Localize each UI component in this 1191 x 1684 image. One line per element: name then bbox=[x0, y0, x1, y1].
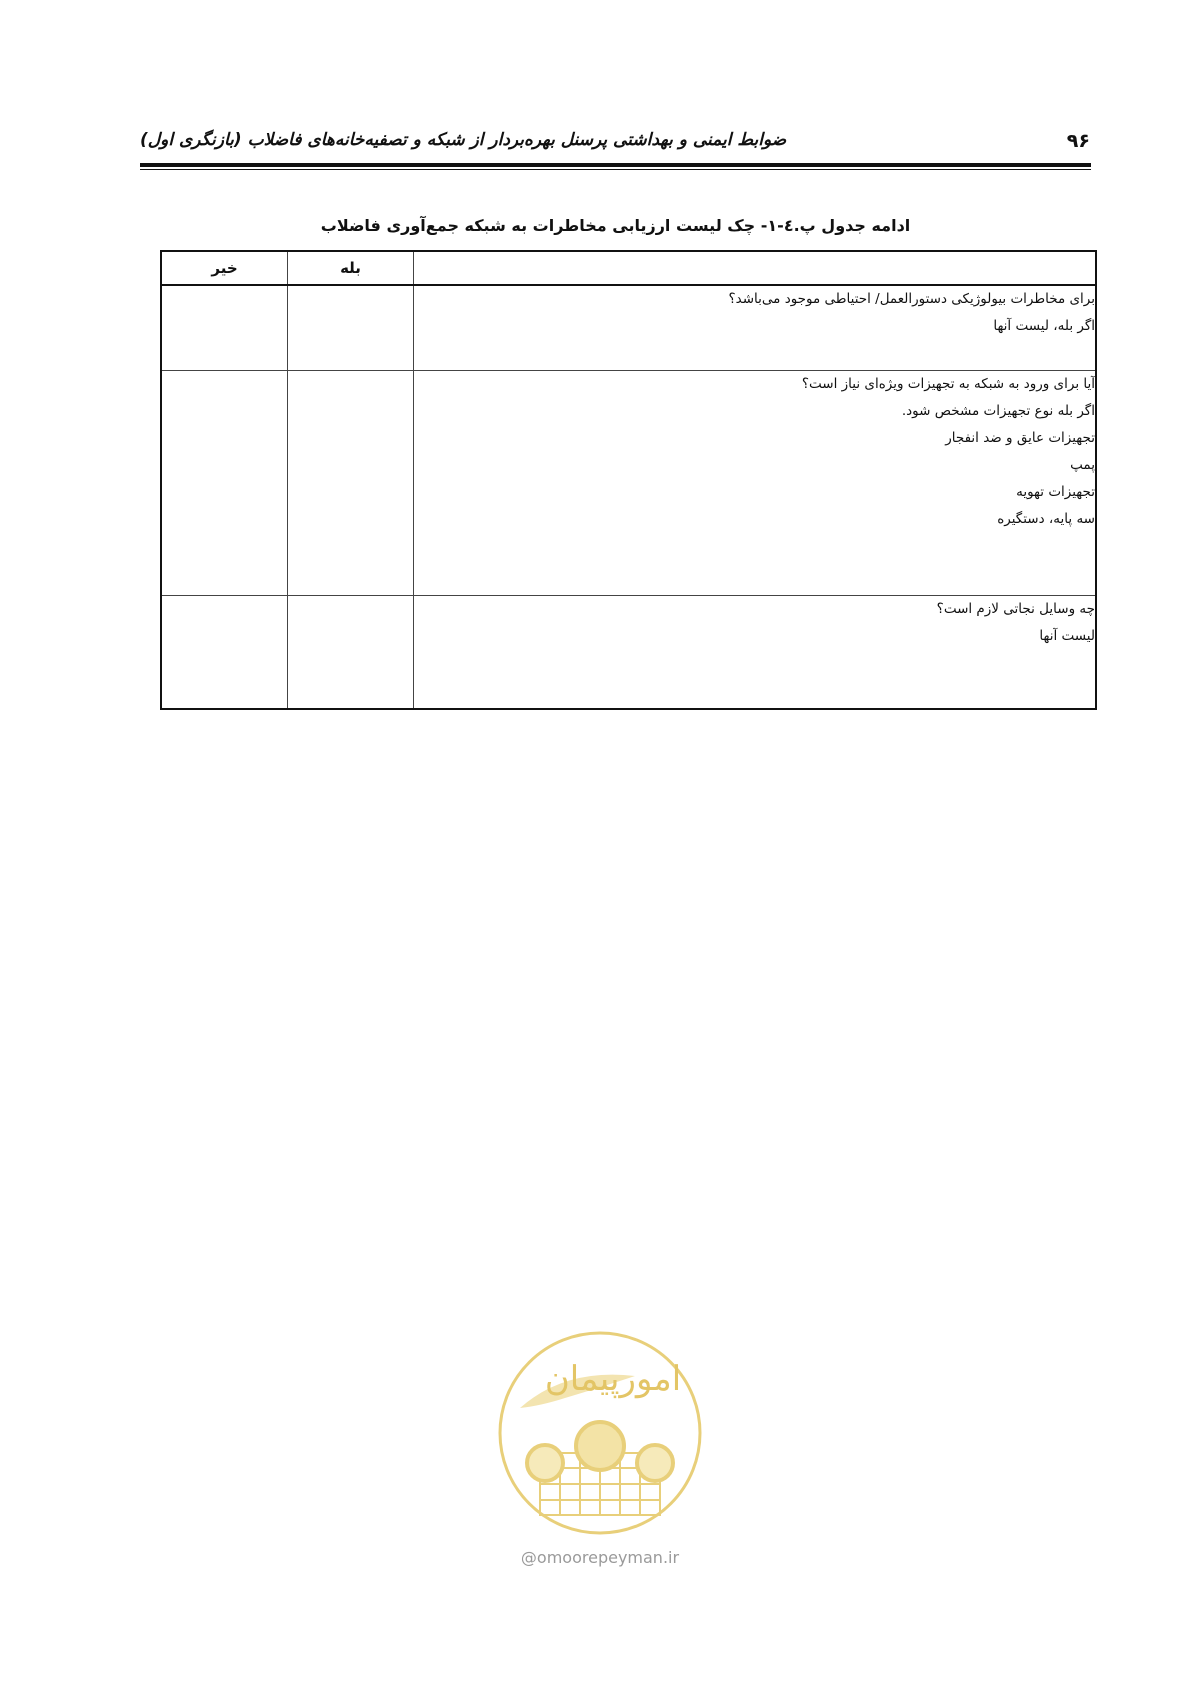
question-line: سه پایه، دستگیره bbox=[997, 511, 1095, 527]
excavator-icon bbox=[637, 1445, 673, 1481]
header-rule-thin bbox=[140, 169, 1091, 170]
logo-calligraphy: امورپیمان bbox=[544, 1359, 682, 1399]
yes-column-header: بله bbox=[288, 251, 414, 285]
page-number: ۹۶ bbox=[1066, 130, 1090, 152]
question-line: آیا برای ورود به شبکه به تجهیزات ویژه‌ای نیاز است؟ bbox=[801, 376, 1095, 392]
question-line: اگر بله، لیست آنها bbox=[993, 318, 1095, 334]
scales-icon bbox=[527, 1445, 563, 1481]
running-title: ضوابط ایمنی و بهداشتی پرسنل بهره‌بردار از شبکه و تصفیه‌خانه‌های فاضلاب (بازنگری اول) bbox=[140, 130, 787, 150]
question-cell bbox=[414, 285, 1097, 371]
yes-answer-cell[interactable] bbox=[288, 285, 414, 371]
question-line: چه وسایل نجاتی لازم است؟ bbox=[936, 601, 1095, 617]
question-column-header bbox=[414, 251, 1097, 285]
question-line: برای مخاطرات بیولوژیکی دستورالعمل/ احتیاطی موجود می‌باشد؟ bbox=[728, 291, 1095, 307]
yes-answer-cell[interactable] bbox=[288, 371, 414, 596]
table-title: ادامه جدول پ.٤-١- چک لیست ارزیابی مخاطرات به شبکه جمع‌آوری فاضلاب bbox=[320, 216, 911, 235]
question-line: لیست آنها bbox=[1039, 628, 1095, 644]
checklist-table bbox=[160, 250, 1097, 710]
page-header bbox=[140, 128, 1090, 162]
gear-icon bbox=[576, 1422, 624, 1470]
watermark-url: @omoorepeyman.ir bbox=[520, 1548, 680, 1567]
no-answer-cell[interactable] bbox=[161, 596, 288, 710]
question-line: اگر بله نوع تجهیزات مشخص شود. bbox=[901, 403, 1095, 419]
table-row bbox=[161, 596, 1096, 710]
table-row bbox=[161, 285, 1096, 371]
question-line: تجهیزات تهویه bbox=[1016, 484, 1095, 500]
no-answer-cell[interactable] bbox=[161, 371, 288, 596]
watermark-logo bbox=[495, 1328, 705, 1538]
no-answer-cell[interactable] bbox=[161, 285, 288, 371]
yes-answer-cell[interactable] bbox=[288, 596, 414, 710]
table-row bbox=[161, 371, 1096, 596]
question-line: پمپ bbox=[1070, 457, 1095, 473]
no-column-header: خیر bbox=[161, 251, 288, 285]
question-line: تجهیزات عایق و ضد انفجار bbox=[945, 430, 1095, 446]
question-cell bbox=[414, 371, 1097, 596]
header-rule-thick bbox=[140, 163, 1091, 167]
question-cell bbox=[414, 596, 1097, 710]
table-header-row bbox=[161, 251, 1096, 285]
